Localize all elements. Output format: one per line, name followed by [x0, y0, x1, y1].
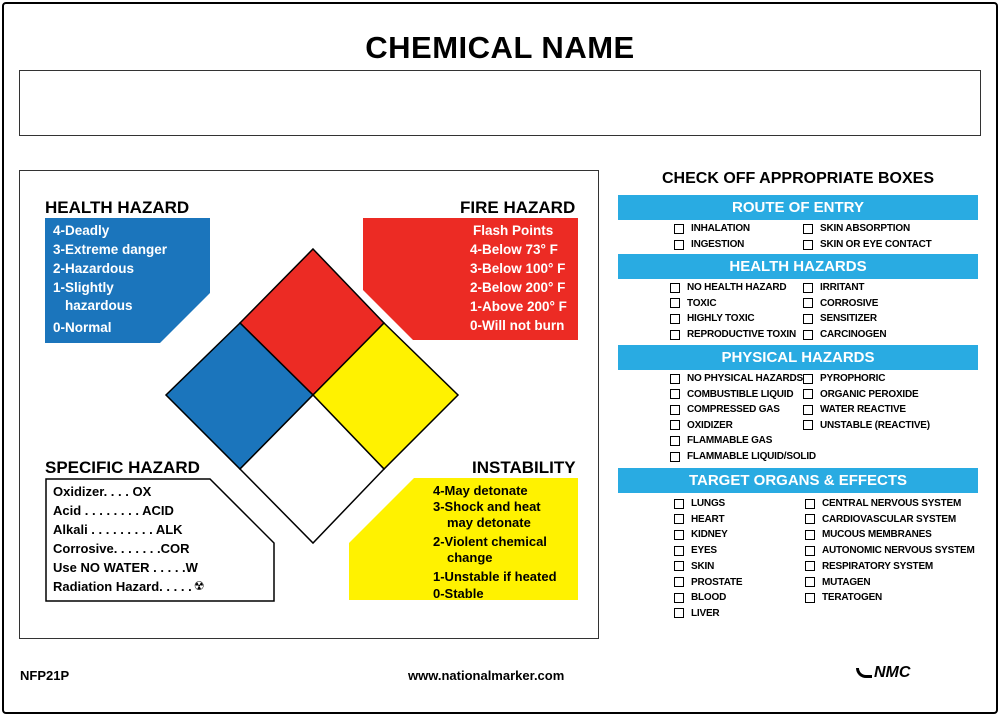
- checkbox-label: UNSTABLE (REACTIVE): [820, 419, 930, 431]
- checkbox[interactable]: [803, 283, 813, 293]
- physical-hazards-header: PHYSICAL HAZARDS: [618, 345, 978, 370]
- checkbox-label: REPRODUCTIVE TOXIN: [687, 329, 797, 341]
- checkbox-item[interactable]: [670, 435, 772, 446]
- specific-line: Oxidizer. . . . OX: [53, 484, 152, 499]
- checkbox-item[interactable]: [670, 389, 793, 400]
- health-line: hazardous: [65, 298, 133, 313]
- checkbox-label: HEART: [691, 513, 725, 525]
- checkbox[interactable]: [803, 330, 813, 340]
- checkbox-label: LUNGS: [691, 498, 726, 509]
- checkbox-label: COMPRESSED GAS: [687, 404, 780, 416]
- checkbox-item[interactable]: [805, 529, 932, 540]
- checkbox[interactable]: [805, 561, 815, 571]
- checkbox-item[interactable]: [670, 373, 803, 384]
- target-organs-header: TARGET ORGANS & EFFECTS: [618, 468, 978, 493]
- checkbox-label: FLAMMABLE LIQUID/SOLID: [687, 451, 816, 462]
- checkbox-item[interactable]: [803, 239, 932, 250]
- health-line: 0-Normal: [53, 320, 112, 335]
- checkbox[interactable]: [805, 546, 815, 556]
- fire-line: 3-Below 100° F: [470, 261, 566, 276]
- checkbox-item[interactable]: [805, 561, 933, 572]
- checkbox-label: TOXIC: [687, 297, 717, 309]
- checkbox-item[interactable]: [670, 404, 780, 415]
- checkbox-label: SKIN: [691, 560, 715, 572]
- checkbox[interactable]: [670, 405, 680, 415]
- product-code: NFP21P: [20, 668, 70, 683]
- specific-line: Acid . . . . . . . . ACID: [53, 503, 174, 518]
- nfpa-diamond: [162, 247, 462, 547]
- specific-line: Use NO WATER . . . . .W: [53, 560, 198, 575]
- checkbox-item[interactable]: [805, 498, 961, 509]
- checkbox-label: CARCINOGEN: [820, 329, 887, 341]
- checkbox-label: MUTAGEN: [822, 576, 871, 588]
- fire-hazard-header: FIRE HAZARD: [460, 198, 576, 217]
- health-hazard-header: HEALTH HAZARD: [45, 198, 190, 217]
- checkbox-label: NO HEALTH HAZARD: [687, 282, 787, 293]
- chemical-name-field[interactable]: [19, 70, 981, 136]
- checkbox-item[interactable]: [674, 561, 714, 572]
- checkbox[interactable]: [674, 224, 684, 234]
- checkbox[interactable]: [803, 405, 813, 415]
- radiation-icon: ☢: [193, 579, 205, 593]
- checkbox-item[interactable]: [805, 577, 870, 588]
- checkbox-label: LIVER: [691, 607, 720, 619]
- checkbox[interactable]: [674, 240, 684, 250]
- website-link[interactable]: www.nationalmarker.com: [408, 668, 565, 683]
- checkbox-label: AUTONOMIC NERVOUS SYSTEM: [822, 545, 975, 557]
- nmc-swoosh-icon: [856, 668, 872, 678]
- specific-line: Alkali . . . . . . . . . ALK: [53, 522, 183, 537]
- checkbox-label: IRRITANT: [820, 282, 865, 293]
- instability-line: 1-Unstable if heated: [433, 569, 557, 584]
- checkbox-label: TERATOGEN: [822, 592, 883, 604]
- nfpa-panel: [19, 170, 599, 639]
- checkbox-item[interactable]: [670, 298, 716, 309]
- checkbox-item[interactable]: [674, 577, 742, 588]
- checkbox-label: FLAMMABLE GAS: [687, 435, 773, 447]
- checkbox[interactable]: [803, 314, 813, 324]
- instability-line: change: [447, 550, 493, 565]
- checkbox[interactable]: [670, 283, 680, 293]
- checkbox-item[interactable]: [803, 329, 886, 340]
- checkbox-item[interactable]: [674, 608, 719, 619]
- checkbox-item[interactable]: [803, 389, 918, 400]
- checkbox-item[interactable]: [805, 592, 882, 603]
- checkbox[interactable]: [670, 374, 680, 384]
- checkbox-label: INGESTION: [691, 239, 745, 250]
- health-line: 4-Deadly: [53, 223, 110, 238]
- checkbox-label: CARDIOVASCULAR SYSTEM: [822, 513, 956, 525]
- checkbox[interactable]: [670, 330, 680, 340]
- checkbox[interactable]: [670, 298, 680, 308]
- checkbox-label: RESPIRATORY SYSTEM: [822, 560, 934, 572]
- checkbox[interactable]: [670, 452, 680, 462]
- checkbox-item[interactable]: [674, 545, 717, 556]
- checkbox[interactable]: [674, 514, 684, 524]
- checkbox-item[interactable]: [805, 545, 975, 556]
- instability-header: INSTABILITY: [472, 458, 576, 477]
- checkbox[interactable]: [670, 314, 680, 324]
- checkbox[interactable]: [803, 374, 813, 384]
- checkbox[interactable]: [803, 389, 813, 399]
- checkbox[interactable]: [674, 530, 684, 540]
- checkbox[interactable]: [670, 420, 680, 430]
- checkbox[interactable]: [674, 577, 684, 587]
- checkbox[interactable]: [674, 561, 684, 571]
- checkbox[interactable]: [805, 499, 815, 509]
- route-of-entry-header: ROUTE OF ENTRY: [618, 195, 978, 220]
- fire-line: 1-Above 200° F: [470, 299, 567, 314]
- nmc-logo: NMC: [856, 664, 910, 682]
- checkbox-label: CENTRAL NERVOUS SYSTEM: [822, 498, 962, 509]
- checkbox-label: KIDNEY: [691, 529, 728, 541]
- instability-line: 3-Shock and heat: [433, 499, 541, 514]
- fire-line: Flash Points: [473, 223, 554, 238]
- checkbox[interactable]: [803, 298, 813, 308]
- checkbox[interactable]: [805, 593, 815, 603]
- specific-hazard-header: SPECIFIC HAZARD: [45, 458, 200, 477]
- checkbox-label: MUCOUS MEMBRANES: [822, 529, 932, 541]
- fire-hazard-legend: [470, 221, 567, 335]
- checkbox-item[interactable]: [670, 313, 754, 324]
- health-line: 1-Slightly: [53, 280, 114, 295]
- checkbox-item[interactable]: [674, 223, 750, 234]
- health-line: 3-Extreme danger: [53, 242, 168, 257]
- checkbox-item[interactable]: [674, 498, 725, 509]
- checkbox-item[interactable]: [670, 282, 786, 293]
- checkbox-label: COMBUSTIBLE LIQUID: [687, 388, 794, 400]
- fire-line: 4-Below 73° F: [470, 242, 558, 257]
- health-hazards-header: HEALTH HAZARDS: [618, 254, 978, 279]
- instability-line: may detonate: [447, 515, 531, 530]
- health-hazard-legend: [53, 221, 167, 337]
- checkbox[interactable]: [803, 420, 813, 430]
- checkbox-label: CORROSIVE: [820, 297, 879, 309]
- instability-line: 0-Stable: [433, 586, 484, 601]
- checkbox-item[interactable]: [670, 420, 733, 431]
- checkbox[interactable]: [674, 593, 684, 603]
- specific-line-radiation: Radiation Hazard. . . . . ☢: [53, 579, 205, 594]
- checkbox-item[interactable]: [803, 223, 910, 234]
- checkbox[interactable]: [805, 577, 815, 587]
- checkbox-item[interactable]: [674, 514, 724, 525]
- instability-line: 4-May detonate: [433, 483, 528, 498]
- specific-line: Corrosive. . . . . . .COR: [53, 541, 190, 556]
- checkbox-item[interactable]: [803, 404, 906, 415]
- checkbox-label: ORGANIC PEROXIDE: [820, 388, 919, 400]
- checkbox-item[interactable]: [803, 298, 878, 309]
- checkbox-label: SKIN OR EYE CONTACT: [820, 239, 932, 250]
- checkbox-item[interactable]: [670, 451, 816, 462]
- checkbox[interactable]: [805, 514, 815, 524]
- checkbox-item[interactable]: [803, 420, 930, 431]
- checkbox[interactable]: [805, 530, 815, 540]
- checkbox-label: PYROPHORIC: [820, 373, 886, 384]
- health-line: 2-Hazardous: [53, 261, 135, 276]
- checkbox-label: SKIN ABSORPTION: [820, 223, 910, 234]
- checkbox[interactable]: [674, 546, 684, 556]
- checkbox-label: PROSTATE: [691, 576, 743, 588]
- checkbox-item[interactable]: [674, 239, 744, 250]
- instability-line: 2-Violent chemical: [433, 534, 547, 549]
- checkbox-item[interactable]: [803, 282, 864, 293]
- checkbox-label: BLOOD: [691, 592, 727, 604]
- checkbox[interactable]: [803, 224, 813, 234]
- fire-line: 0-Will not burn: [470, 318, 565, 333]
- checkbox[interactable]: [670, 389, 680, 399]
- page-title: CHEMICAL NAME: [365, 30, 635, 65]
- checkbox-item[interactable]: [803, 313, 877, 324]
- checkbox-label: OXIDIZER: [687, 419, 733, 431]
- checkbox[interactable]: [670, 436, 680, 446]
- checkbox-label: EYES: [691, 545, 717, 557]
- checkbox-label: SENSITIZER: [820, 313, 877, 325]
- checkbox[interactable]: [803, 240, 813, 250]
- checklist-title: CHECK OFF APPROPRIATE BOXES: [661, 170, 935, 187]
- checkbox-item[interactable]: [805, 514, 956, 525]
- checkbox-item[interactable]: [803, 373, 885, 384]
- checkbox-label: INHALATION: [691, 223, 750, 234]
- checkbox-label: HIGHLY TOXIC: [687, 313, 755, 325]
- checkbox-label: WATER REACTIVE: [820, 404, 906, 416]
- checkbox-item[interactable]: [674, 529, 728, 540]
- checkbox-item[interactable]: [670, 329, 796, 340]
- checkbox[interactable]: [674, 608, 684, 618]
- checkbox-label: NO PHYSICAL HAZARDS: [687, 373, 804, 384]
- checkbox[interactable]: [674, 499, 684, 509]
- checkbox-item[interactable]: [674, 592, 726, 603]
- fire-line: 2-Below 200° F: [470, 280, 566, 295]
